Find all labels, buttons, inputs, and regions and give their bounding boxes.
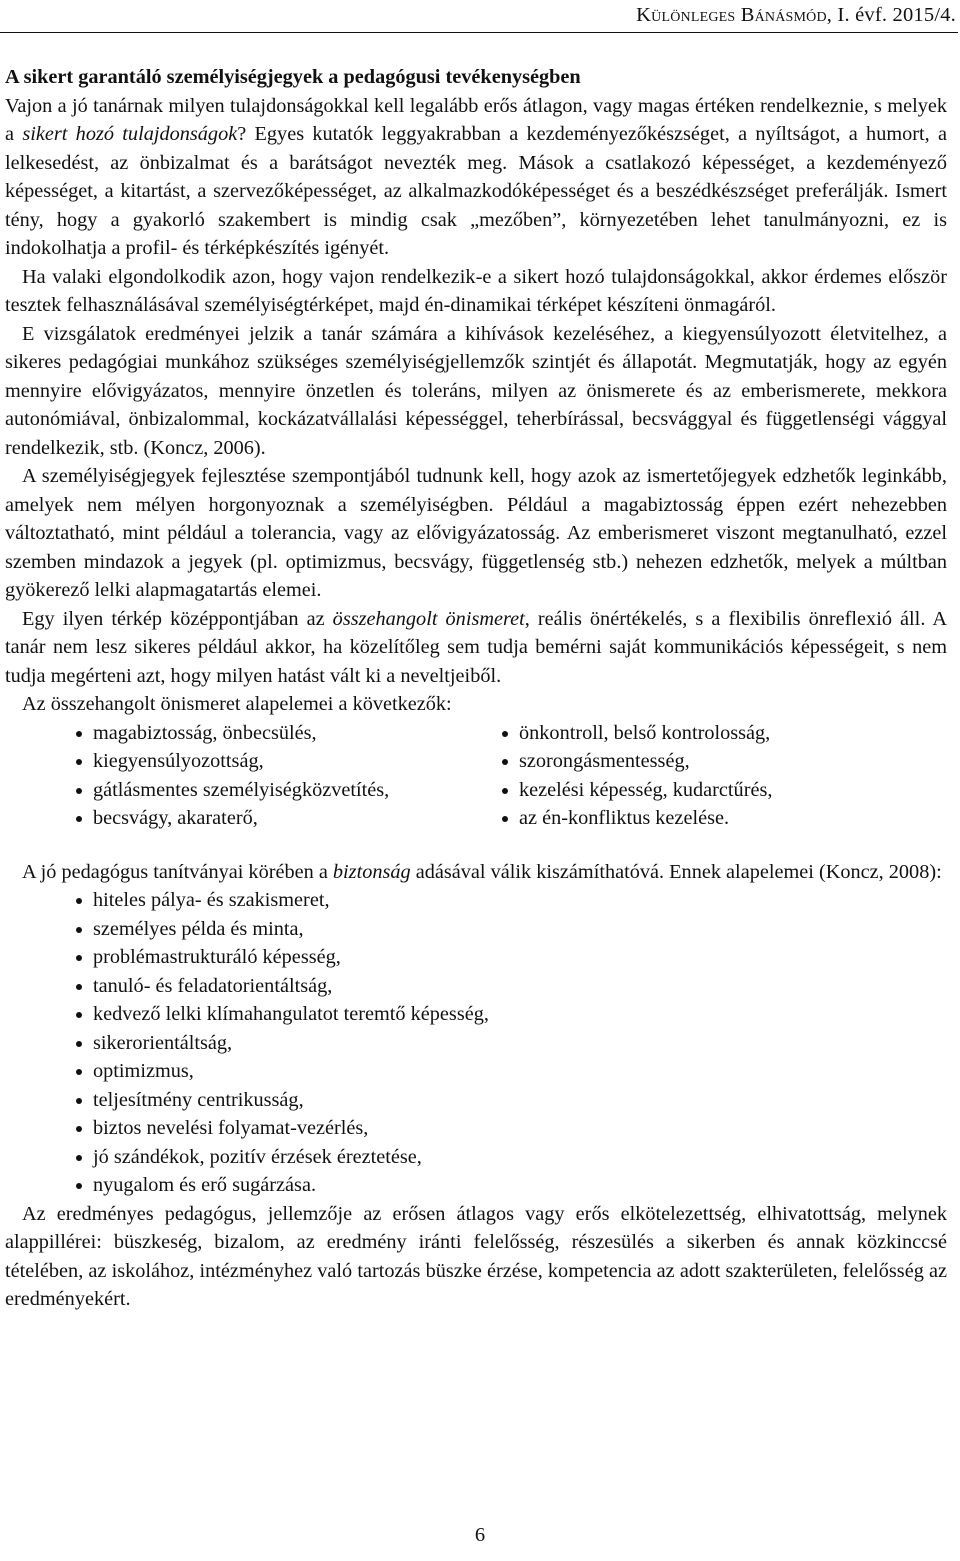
list-item: kezelési képesség, kudarctűrés, [499, 776, 772, 805]
paragraph-8: Az eredményes pedagógus, jellemzője az erősen átlagos vagy erős elkötelezettség, elhivatottság, melynek alappillérei: büszkeség, bizalom, az eredmény iránti felelősség, részesülés a sikerben és annak közkinccsé tételében, az iskolához, intézményhez való tartozás büszke érzése, kompetencia az adott szakterületen, felelősség az eredményekért. [5, 1202, 947, 1310]
list-item: jó szándékok, pozitív érzések éreztetése, [73, 1143, 947, 1172]
paragraph-1-text-a: Vajon a jó tanárnak milyen tulajdonságokkal kell legalább erős átlagon, vagy magas értéken rendelkeznie, s melyek a [5, 94, 947, 145]
spacer [5, 833, 947, 858]
paragraph-7 [5, 858, 947, 887]
list-item: problémastrukturáló képesség, [73, 943, 947, 972]
list-item: optimizmus, [73, 1057, 947, 1086]
paragraph-7-emphasis: biztonság [332, 860, 411, 883]
list-item: sikerorientáltság, [73, 1029, 947, 1058]
list-item: az én-konfliktus kezelése. [499, 804, 772, 833]
journal-name: Különleges Bánásmód [636, 4, 827, 26]
paragraph-7-text-b: adásával válik kiszámíthatóvá. Ennek alapelemei (Koncz, 2008): [410, 860, 942, 883]
page-number: 6 [474, 1524, 486, 1546]
paragraph-1-text-b: ? Egyes kutatók leggyakrabban a kezdeményezőkészséget, a nyíltságot, a humort, a lelkesedést, az önbizalmat és a barátságot nevezték meg. Mások a csatlakozó képességet, a kezdeményező képességet, a kitartást, a szervezőképességet, az alkalmazkodóképességet és a beszédkészséget preferálják. Ismert tény, hogy a gyakorló szakembert is mindig csak „mezőben”, környezetében lehet tanulmányozni, ez is indokolhatja a profil- és térképkészítés igényét. [5, 123, 948, 259]
security-elements-list [5, 886, 947, 1200]
paragraph-1 [5, 92, 947, 263]
paragraph-5 [5, 605, 947, 691]
list-left-column [5, 719, 485, 833]
list-item: teljesítmény centrikusság, [73, 1086, 947, 1115]
section-title: A sikert garantáló személyiségjegyek a pedagógusi tevékenységben [5, 66, 581, 88]
list-item: gátlásmentes személyiségközvetítés, [73, 776, 485, 805]
paragraph-1-emphasis: sikert hozó tulajdonságok [22, 123, 238, 145]
article-body [5, 63, 947, 1314]
paragraph-3: E vizsgálatok eredményei jelzik a tanár számára a kihívások kezeléséhez, a kiegyensúlyozott életvitelhez, a sikeres pedagógiai munkához szükséges személyiségjellemzők szintjét és állapotát. Megmutatják, hogy az egyén mennyire elővigyázatos, mennyire önzetlen és toleráns, milyen az önismerete és az emberismerete, mekkora autonómiával, önbizalommal, kockázatvállalási képességgel, teherbírással, becsvággyal és függetlenségi vággyal rendelkezik, stb. (Koncz, 2006). [5, 322, 947, 459]
list-item: személyes példa és minta, [73, 915, 947, 944]
list-item: hiteles pálya- és szakismeret, [73, 886, 947, 915]
paragraph-6: Az összehangolt önismeret alapelemei a következők: [22, 693, 452, 715]
list-item: becsvágy, akaraterő, [73, 804, 485, 833]
list-item: önkontroll, belső kontrolosság, [499, 719, 772, 748]
paragraph-5-emphasis: összehangolt önismeret [332, 607, 525, 630]
list-item: kiegyensúlyozottság, [73, 747, 485, 776]
list-item: tanuló- és feladatorientáltság, [73, 972, 947, 1001]
paragraph-4: A személyiségjegyek fejlesztése szempontjából tudnunk kell, hogy azok az ismertetőjegyek edzhetők leginkább, amelyek nem mélyen horgonyoznak a személyiségben. Például a magabiztosság éppen ezért nehezebben változtatható, mint például a tolerancia, vagy az elővigyázatosság. Az emberismeret viszont megtanulható, ezzel szemben mindazok a jegyek (pl. optimizmus, becsvágy, függetlenség stb.) nehezen edzhetők, melyek a múltban gyökerező lelki alapmagatartás elemei. [5, 465, 947, 601]
paragraph-2: Ha valaki elgondolkodik azon, hogy vajon rendelkezik-e a sikert hozó tulajdonságokkal, akkor érdemes először tesztek felhasználásával személyiségtérképet, majd én-dinamikai térképet készíteni önmagáról. [5, 265, 947, 316]
self-knowledge-elements-list [5, 719, 947, 833]
list-item: kedvező lelki klímahangulatot teremtő képesség, [73, 1000, 947, 1029]
list-item: szorongásmentesség, [499, 747, 772, 776]
paragraph-5-text-a: Egy ilyen térkép középpontjában az [22, 607, 333, 630]
header-rule [0, 32, 958, 33]
list-item: biztos nevelési folyamat-vezérlés, [73, 1114, 947, 1143]
journal-volume: , I. évf. 2015/4. [826, 4, 956, 26]
list-item: nyugalom és erő sugárzása. [73, 1171, 947, 1200]
paragraph-5-text-b: , reális önértékelés, s a flexibilis önreflexió áll. A tanár nem lesz sikeres például akkor, ha közelítőleg sem tudja bemérni saját kommunikációs képességeit, s nem tudja megérteni azt, hogy milyen hatást vált ki a neveltjeiből. [5, 607, 947, 687]
paragraph-7-text-a: A jó pedagógus tanítványai körében a [22, 860, 333, 883]
list-right-column [485, 719, 772, 833]
running-header [636, 4, 956, 27]
list-item: magabiztosság, önbecsülés, [73, 719, 485, 748]
